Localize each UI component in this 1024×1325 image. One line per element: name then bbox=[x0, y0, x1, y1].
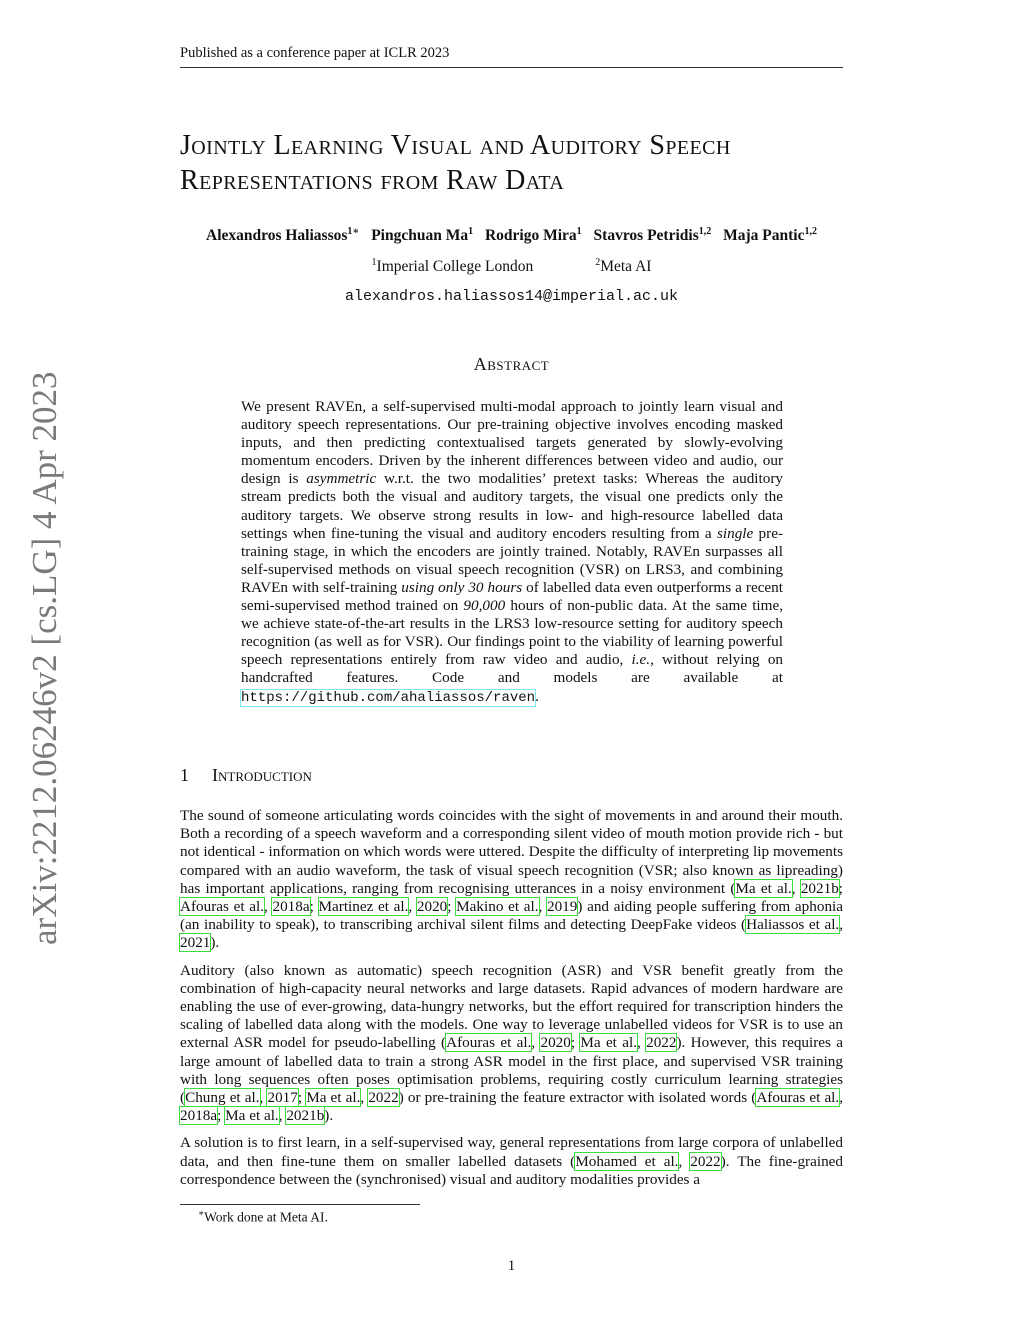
author-affiliation-mark: 1,2 bbox=[804, 226, 817, 237]
arxiv-identifier: arXiv:2212.06246v2 [cs.LG] 4 Apr 2023 bbox=[25, 371, 64, 945]
affiliation-mark: 1 bbox=[371, 257, 377, 268]
section-title: Introduction bbox=[212, 765, 312, 785]
text-fragment: ). The fine-grained correspondence between the (synchronised) visual and auditory modalities provides a bbox=[180, 1152, 843, 1188]
text-fragment: ; bbox=[309, 898, 319, 916]
abstract-emphasis: using only 30 hours bbox=[401, 578, 523, 596]
author-name: Rodrigo Mira bbox=[484, 227, 577, 245]
text-fragment: , bbox=[839, 916, 844, 934]
title-line-1: Jointly Learning Visual and Auditory Speech bbox=[180, 130, 731, 161]
abstract-text bbox=[241, 398, 783, 707]
citation-link[interactable]: Martinez et al. bbox=[318, 898, 409, 916]
author-affiliation-mark: 1 bbox=[576, 226, 582, 237]
affiliations bbox=[180, 257, 843, 276]
code-repository-link[interactable]: https://github.com/ahaliassos/raven bbox=[241, 689, 536, 706]
citation-link[interactable]: Haliassos et al. bbox=[746, 916, 840, 934]
author bbox=[723, 227, 817, 244]
citation-link[interactable]: 2021b bbox=[286, 1107, 325, 1125]
citation-link[interactable]: Ma et al. bbox=[580, 1034, 637, 1052]
author-list bbox=[180, 226, 843, 245]
citation-link[interactable]: Chung et al. bbox=[185, 1089, 260, 1107]
text-fragment: ) and aiding people suffering from aphonia (an inability to speak), to transcribing archival silent films and detecting DeepFake videos ( bbox=[180, 898, 844, 934]
footnote-mark: ∗ bbox=[198, 1208, 205, 1218]
citation-link[interactable]: Ma et al. bbox=[306, 1089, 361, 1107]
running-header: Published as a conference paper at ICLR 2023 bbox=[180, 45, 843, 68]
text-fragment: ). However, this requires a large amount of labelled data to train a strong ASR model in the first place, and supervised VSR training with long sequences often poses optimisation problems, requiring costly curriculum learning strategies ( bbox=[180, 1034, 844, 1107]
text-fragment: The sound of someone articulating words coincides with the sight of movements in and around their mouth. Both a recording of a speech waveform and a corresponding silent video of mouth motion provide rich - but not identical - information on which words were uttered. Despite the difficulty of interpreting lip movements compared with an audio waveform, the task of visual speech recognition (VSR; also known as lipreading) has important applications, ranging from recognising utterances in a noisy environment ( bbox=[180, 807, 843, 897]
author bbox=[206, 227, 359, 244]
citation-link[interactable]: Ma et al. bbox=[735, 879, 792, 897]
citation-link[interactable]: 2022 bbox=[368, 1089, 399, 1107]
citation-link[interactable]: 2022 bbox=[690, 1152, 721, 1170]
abstract-fragment: of labelled data even outperforms a recent semi-supervised method trained on bbox=[241, 578, 783, 615]
abstract-fragment: hours of non-public data. At the same time, we achieve state-of-the-art results in the LRS3 low-resource setting for auditory speech recognition (as well as for VSR). Our findings point to the viability of learning powerful speech representations entirely from raw video and audio, bbox=[241, 597, 783, 669]
affiliation-mark: 2 bbox=[595, 257, 601, 268]
page-number: 1 bbox=[507, 1258, 516, 1274]
citation-link[interactable]: 2020 bbox=[416, 898, 448, 916]
footnote bbox=[198, 1208, 328, 1226]
contact-email[interactable]: alexandros.haliassos14@imperial.ac.uk bbox=[344, 288, 679, 305]
affiliation bbox=[595, 258, 651, 275]
author bbox=[371, 227, 473, 244]
section-heading-introduction bbox=[180, 765, 843, 786]
citation-link[interactable]: 2020 bbox=[540, 1034, 571, 1052]
text-fragment: , bbox=[408, 898, 417, 916]
citation-link[interactable]: 2017 bbox=[267, 1089, 298, 1107]
text-fragment: A solution is to first learn, in a self-supervised way, general representations from large corpora of unlabelled data, and then fine-tune them on smaller labelled datasets ( bbox=[180, 1134, 843, 1170]
text-fragment: , bbox=[636, 1034, 647, 1052]
author bbox=[485, 227, 582, 244]
paragraph bbox=[180, 1134, 843, 1189]
citation-link[interactable]: Makino et al. bbox=[456, 898, 539, 916]
abstract-fragment: We present RAVEn, a self-supervised multi-modal approach to jointly learn visual and auditory speech representations. Our pre-training objective involves encoding masked inputs, and then predicting contextualised targets generated by slowly-evolving momentum encoders. Driven by the inherent differences between video and audio, our design is bbox=[241, 398, 783, 488]
author-affiliation-mark: 1∗ bbox=[347, 226, 360, 237]
author-affiliation-mark: 1 bbox=[468, 226, 474, 237]
abstract-fragment: w.r.t. the two modalities’ pretext tasks: Whereas the auditory stream predicts both the visual and auditory targets, the visual one predicts only the auditory targets. We observe strong results in low- and high-resource labelled data settings when fine-tuning the visual and auditory encoders resulting from a bbox=[241, 470, 783, 542]
text-fragment: Auditory (also known as automatic) speech recognition (ASR) and VSR benefit greatly from the combination of high-capacity neural networks and large datasets. Rapid advances of modern hardware are enabling the use of ever-growing, data-hungry networks, but the effort required for transcription hinders the scaling of labelled data along with the models. One way to leverage unlabelled videos for VSR is to use an external ASR model for pseudo-labelling ( bbox=[180, 961, 843, 1052]
citation-link[interactable]: Afouras et al. bbox=[446, 1034, 532, 1052]
text-fragment: , bbox=[678, 1152, 691, 1170]
paragraph bbox=[180, 807, 843, 953]
paper-title bbox=[180, 128, 843, 198]
author-name: Pingchuan Ma bbox=[371, 227, 469, 245]
title-line-2: Representations from Raw Data bbox=[180, 165, 565, 196]
citation-link[interactable]: 2022 bbox=[646, 1034, 677, 1052]
text-fragment: ; bbox=[297, 1089, 307, 1107]
abstract-heading: Abstract bbox=[473, 354, 550, 374]
text-fragment: ; bbox=[447, 898, 457, 916]
section-number: 1 bbox=[180, 765, 189, 785]
abstract-fragment: , without relying on handcrafted features. Code and models are available at bbox=[241, 651, 784, 687]
text-fragment: , bbox=[839, 1089, 843, 1107]
text-fragment: , bbox=[791, 879, 801, 897]
author-name: Stavros Petridis bbox=[593, 227, 699, 245]
text-fragment: ; bbox=[570, 1034, 581, 1052]
text-fragment: ; bbox=[838, 879, 844, 897]
paragraph bbox=[180, 962, 843, 1126]
citation-link[interactable]: Afouras et al. bbox=[180, 898, 264, 916]
author-affiliation-mark: 1,2 bbox=[698, 226, 712, 237]
affiliation-name: Imperial College London bbox=[376, 258, 534, 276]
abstract-emphasis: 90,000 bbox=[463, 597, 506, 615]
citation-link[interactable]: 2018a bbox=[272, 898, 310, 916]
affiliation-name: Meta AI bbox=[600, 258, 652, 276]
author-name: Maja Pantic bbox=[723, 227, 805, 245]
footnote-text: Work done at Meta AI. bbox=[204, 1209, 328, 1225]
text-fragment: ) or pre-training the feature extractor with isolated words ( bbox=[398, 1089, 757, 1107]
citation-link[interactable]: 2021 bbox=[180, 934, 211, 952]
text-fragment: ). bbox=[210, 934, 220, 952]
text-fragment: , bbox=[531, 1034, 541, 1052]
abstract-emphasis: i.e. bbox=[631, 651, 651, 669]
text-fragment: , bbox=[538, 898, 547, 916]
text-fragment: , bbox=[259, 1089, 268, 1107]
abstract-fragment: . bbox=[535, 687, 539, 705]
citation-link[interactable]: 2021b bbox=[800, 879, 839, 897]
affiliation bbox=[372, 258, 534, 275]
author bbox=[594, 227, 712, 244]
footnote-divider bbox=[180, 1204, 420, 1205]
abstract-emphasis: single bbox=[716, 524, 754, 542]
citation-link[interactable]: Ma et al. bbox=[225, 1107, 279, 1125]
text-fragment: , bbox=[278, 1107, 287, 1125]
text-fragment: ; bbox=[217, 1107, 226, 1125]
text-fragment: , bbox=[264, 898, 273, 916]
text-fragment: , bbox=[360, 1089, 369, 1107]
introduction-body bbox=[180, 807, 843, 1198]
author-name: Alexandros Haliassos bbox=[206, 227, 348, 245]
text-fragment: ). bbox=[324, 1107, 334, 1125]
abstract-emphasis: asymmetric bbox=[306, 470, 377, 488]
citation-link[interactable]: 2018a bbox=[180, 1107, 218, 1125]
citation-link[interactable]: 2019 bbox=[546, 898, 578, 916]
abstract-fragment: pre-training stage, in which the encoders are jointly trained. Notably, RAVEn surpasses all self-supervised methods on visual speech recognition (VSR) on LRS3, and combining RAVEn with self-training bbox=[241, 524, 784, 596]
citation-link[interactable]: Afouras et al. bbox=[756, 1089, 840, 1107]
citation-link[interactable]: Mohamed et al. bbox=[575, 1152, 679, 1170]
